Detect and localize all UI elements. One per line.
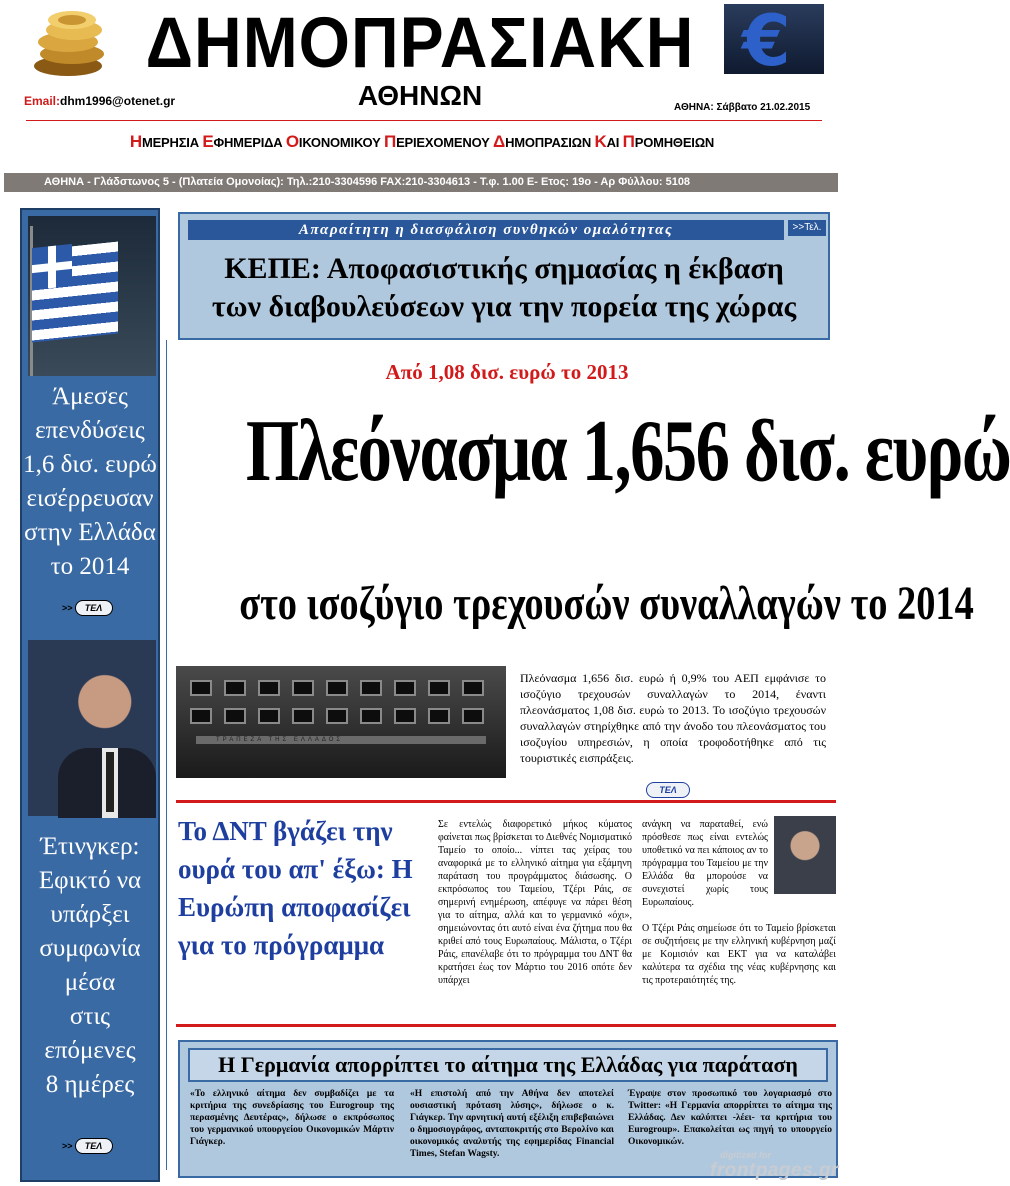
sidebar-story-oettinger[interactable]	[22, 830, 158, 1102]
greek-flag-photo	[28, 216, 156, 376]
bank-of-greece-photo	[176, 666, 506, 778]
sidebar-story-investments-more[interactable]: >> ΤΕΛ	[62, 600, 113, 616]
kepe-story-box[interactable]	[178, 212, 830, 340]
building-window	[428, 680, 450, 696]
germany-headline: Η Γερμανία απορρίπτει το αίτημα της Ελλάδας για παράταση	[188, 1048, 828, 1082]
building-window	[326, 680, 348, 696]
tel-button[interactable]: ΤΕΛ	[75, 600, 113, 616]
building-window	[360, 680, 382, 696]
tagline-word: ΕΦΗΜΕΡΙΔΑ	[202, 132, 283, 151]
sidebar-story-investments[interactable]	[22, 380, 158, 584]
header-divider	[26, 120, 822, 121]
building-window	[394, 708, 416, 724]
sidebar-line: το 2014	[50, 553, 130, 580]
tagline-word: ΠΕΡΙΕΧΟΜΕΝΟΥ	[384, 132, 490, 151]
lead-body: Πλεόνασμα 1,656 δισ. ευρώ ή 0,9% του ΑΕΠ εμφάνισε το ισοζύγιο τρεχουσών συναλλαγών το 2014, έναντι πλεονάσματος 1,08 δισ. ευρώ το 2013. Το ισοζύγιο τρεχουσών συναλλαγών στηρίχθηκε από την άνοδο του πλεονάσματος του ισοζυγίου υπηρεσιών, η οποία τροφοδοτήθηκε από τις τουριστικές εισπράξεις.	[520, 671, 826, 765]
sidebar-line: 1,6 δισ. ευρώ	[23, 451, 157, 478]
tel-button[interactable]: ΤΕΛ	[75, 1138, 113, 1154]
sidebar-story-oettinger-more[interactable]: >> ΤΕΛ	[62, 1138, 113, 1154]
germany-body-col3: Έγραψε στον προσωπικό του λογαριασμό στο Twitter: «Η Γερμανία απορρίπτει το αίτημα της Ελλάδας. Δεν καλύπτει -λέει- τα κριτήρια του Eurogroup». Επακολείται ως πηγή το υπουργείο Οικονομικών.	[628, 1089, 832, 1147]
kepe-tel-button[interactable]: >>Τελ.	[788, 220, 826, 236]
masthead-title: ΔΗΜΟΠΡΑΣΙΑΚΗ	[145, 2, 695, 83]
lead-kicker: Από 1,08 δισ. ευρώ το 2013	[385, 360, 629, 384]
issue-date: ΑΘΗΝΑ: Σάββατο 21.02.2015	[674, 102, 811, 113]
tagline	[0, 132, 844, 152]
tel-button[interactable]: ΤΕΛ	[646, 782, 690, 798]
building-window	[462, 708, 484, 724]
building-window	[394, 680, 416, 696]
kepe-strapline: Απαραίτητη η διασφάλιση συνθηκών ομαλότητας	[188, 220, 784, 240]
tagline-word: ΟΙΚΟΝΟΜΙΚΟΥ	[285, 132, 381, 151]
stournaras-photo	[774, 816, 836, 894]
building-window	[258, 708, 280, 724]
imf-body-col2b: Ο Τζέρι Ράις σημείωσε ότι το Ταμείο βρίσκεται σε συζητήσεις με την ελληνική κυβέρνηση μαζί με Κομισιόν και ΕΚΤ για να καταλάβει καλύτερα τα σχέδια της νέας κυβέρνησης και τις προτεραιότητές της.	[642, 923, 836, 986]
building-window	[326, 708, 348, 724]
gold-coins-logo	[28, 4, 120, 78]
tagline-word: ΠΡΟΜΗΘΕΙΩΝ	[622, 132, 715, 151]
sidebar-line: επενδύσεις	[35, 417, 145, 444]
building-window	[292, 680, 314, 696]
sidebar-line: στην Ελλάδα	[24, 519, 156, 546]
email-label: Email:	[24, 94, 61, 108]
lead-headline[interactable]: Πλεόνασμα 1,656 δισ. ευρώ	[245, 403, 1010, 500]
info-bar: ΑΘΗΝΑ - Γλάδστωνος 5 - (Πλατεία Ομονοίας): Τηλ.:210-3304596 FAX:210-3304613 - Τ.φ. 1.00 Ε- Ετος: 19ο - Αρ Φύλλου: 5108	[4, 173, 838, 192]
euro-icon: €	[742, 0, 791, 82]
kepe-headline: ΚΕΠΕ: Αποφασιστικής σημασίας η έκβαση των διαβουλεύσεων για την πορεία της χώρας	[211, 252, 797, 323]
building-window	[360, 708, 382, 724]
sidebar-line: Εφικτό να	[38, 867, 142, 894]
tagline-word: ΚΑΙ	[594, 132, 620, 151]
building-window	[292, 708, 314, 724]
bank-photo-caption: ΤΡΑΠΕΖΑ ΤΗΣ ΕΛΛΑΔΟΣ	[216, 737, 344, 743]
building-window	[224, 680, 246, 696]
sidebar-line: εισέρρευσαν	[26, 485, 154, 512]
tagline-word: ΔΗΜΟΠΡΑΣΙΩΝ	[493, 132, 592, 151]
tagline-word: ΗΜΕΡΗΣΙΑ	[129, 132, 199, 151]
germany-body-col1: «Το ελληνικό αίτημα δεν συμβαδίζει με τα κριτήρια της συνεδρίασης του Eurogroup της περασμένης Δευτέρας», δήλωσε ο εκπρόσωπος του γερμανικού υπουργείου Οικονομικών Μάρτιν Γιάγκερ.	[190, 1089, 394, 1147]
sidebar-line: Έτινγκερ:	[40, 833, 140, 860]
building-window	[190, 680, 212, 696]
oettinger-photo	[28, 640, 156, 816]
germany-body-col2: «Η επιστολή από την Αθήνα δεν αποτελεί ουσιαστική πρόταση λύσης», δήλωσε ο κ. Γιάγκερ. Την αρνητική αυτή εξέλιξη επιβεβαιώνει ο δημοσιογράφος, ανταποκριτής στο Βερολίνο και οικονομικός αναλυτής της εφημερίδας Financial Times, Stefan Wagsty.	[410, 1089, 614, 1159]
email-link[interactable]: dhm1996@otenet.gr	[60, 94, 176, 108]
sidebar-line: Άμεσες	[52, 383, 128, 410]
lead-tel-link[interactable]	[646, 780, 690, 798]
watermark: digitized for frontpages.gr	[710, 1150, 839, 1181]
imf-headline[interactable]: Το ΔΝΤ βγάζει την ουρά του απ' έξω: Η Ευρώπη αποφασίζει για το πρόγραμμα	[178, 816, 413, 960]
section-divider	[176, 1024, 836, 1027]
building-window	[258, 680, 280, 696]
building-window	[428, 708, 450, 724]
building-window	[224, 708, 246, 724]
sidebar-line: στις	[69, 1003, 111, 1030]
sidebar-line: συμφωνία μέσα	[39, 935, 141, 996]
lead-subheadline: στο ισοζύγιο τρεχουσών συναλλαγών το 2014	[239, 577, 974, 630]
building-window	[190, 708, 212, 724]
section-divider	[176, 800, 836, 803]
sidebar-line: επόμενες	[44, 1037, 136, 1064]
sidebar-line: υπάρξει	[50, 901, 130, 928]
email-line	[24, 94, 175, 108]
left-sidebar	[20, 208, 160, 1182]
sidebar-line: 8 ημέρες	[45, 1071, 135, 1098]
masthead-subtitle: ΑΘΗΝΩΝ	[357, 80, 483, 111]
imf-body-col2a: ανάγκη να παραταθεί, ενώ πρόσθεσε πως είναι εντελώς υποθετικό να πει κάποιος αν το πρόγραμμα του Ταμείου με την Ελλάδα θα μπορούσε να συνεχιστεί χωρίς τους Ευρωπαίους.	[642, 819, 768, 908]
column-divider	[166, 340, 167, 1170]
imf-body-col1: Σε εντελώς διαφορετικό μήκος κύματος φαίνεται πως βρίσκεται το Διεθνές Νομισματικό Ταμείο το οποίο... νίπτει τας χείρας του αναφορικά με το ελληνικό αίτημα για εξάμηνη παράταση του προγράμματος διάσωσης. Ο εκπρόσωπος του Ταμείου, Τζέρι Ράις, σε σημερινή ενημέρωση, απέφυγε να πάρει θέση για το αίτημα, αλλά και το γερμανικό «όχι», σημειώνοντας ότι αυτό είναι ένα ζήτημα που θα κριθεί από τους Ευρωπαίους. Μάλιστα, ο Τζέρι Ράις, επανέλαβε ότι το πρόγραμμα του ΔΝΤ θα κρατήσει έως τον Μάρτιο του 2016 οπότε δεν υπάρχει	[438, 819, 632, 986]
flag-canton	[32, 244, 72, 290]
building-window	[462, 680, 484, 696]
euro-sign-photo	[724, 0, 824, 82]
